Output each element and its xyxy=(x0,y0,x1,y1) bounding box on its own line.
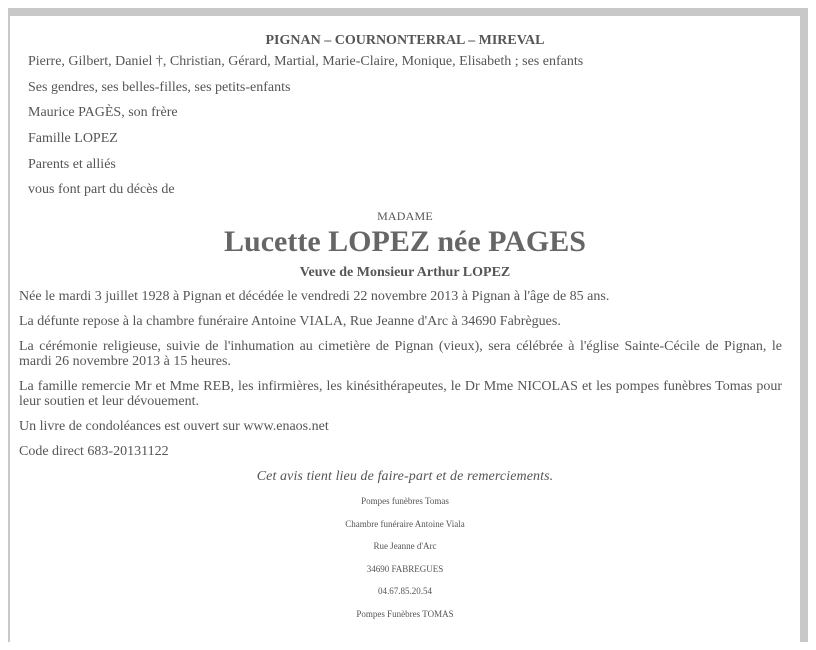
family-line-relatives: Parents et alliés xyxy=(28,156,116,172)
death-notice xyxy=(10,16,800,642)
funeral-brand: Pompes Funèbres TOMAS xyxy=(356,608,454,619)
birth-death-paragraph: Née le mardi 3 juillet 1928 à Pignan et décédée le vendredi 22 novembre 2013 à Pignan à l'âge de 85 ans. xyxy=(19,289,610,305)
family-line-family: Famille LOPEZ xyxy=(28,131,118,147)
family-line-children: Pierre, Gilbert, Daniel †, Christian, Gérard, Martial, Marie-Claire, Monique, Elisabeth ; ses enfants xyxy=(28,54,584,69)
thanks-paragraph: La famille remercie Mr et Mme REB, les infirmières, les kinésithérapeutes, le Dr Mme NICOLAS et les pompes funèbres Tomas pour leur soutien et leur dévouement. xyxy=(19,379,782,410)
widow-of: Veuve de Monsieur Arthur LOPEZ xyxy=(299,265,511,281)
family-line-brother: Maurice PAGÈS, son frère xyxy=(28,105,178,121)
funeral-street: Rue Jeanne d'Arc xyxy=(373,541,437,552)
rest-place-paragraph: La défunte repose à la chambre funéraire Antoine VIALA, Rue Jeanne d'Arc à 34690 Fabrègues. xyxy=(19,314,561,330)
deceased-name: Lucette LOPEZ née PAGES xyxy=(224,225,586,259)
notice-frame xyxy=(8,8,808,642)
family-list xyxy=(28,53,800,207)
ceremony-paragraph: La cérémonie religieuse, suivie de l'inhumation au cimetière de Pignan (vieux), sera célébrée à l'église Sainte-Cécile de Pignan, le mardi 26 novembre 2013 à 15 heures. xyxy=(19,339,782,370)
deceased-title: MADAME xyxy=(377,209,433,224)
funeral-phone: 04.67.85.20.54 xyxy=(378,586,432,597)
condolence-paragraph: Un livre de condoléances est ouvert sur www.enaos.net xyxy=(19,419,329,435)
notice-body xyxy=(19,289,782,459)
direct-code-paragraph: Code direct 683-20131122 xyxy=(19,444,169,460)
closing-note: Cet avis tient lieu de faire-part et de remerciements. xyxy=(256,469,554,485)
funeral-chamber-name: Chambre funéraire Antoine Viala xyxy=(345,518,465,529)
funeral-home-name: Pompes funèbres Tomas xyxy=(361,496,449,507)
funeral-home-info xyxy=(10,491,800,626)
locality-header: PIGNAN – COURNONTERRAL – MIREVAL xyxy=(265,33,545,48)
family-line-announce: vous font part du décès de xyxy=(28,182,175,198)
funeral-city: 34690 FABREGUES xyxy=(366,563,444,574)
family-line-grandchildren: Ses gendres, ses belles-filles, ses petits-enfants xyxy=(28,79,291,95)
